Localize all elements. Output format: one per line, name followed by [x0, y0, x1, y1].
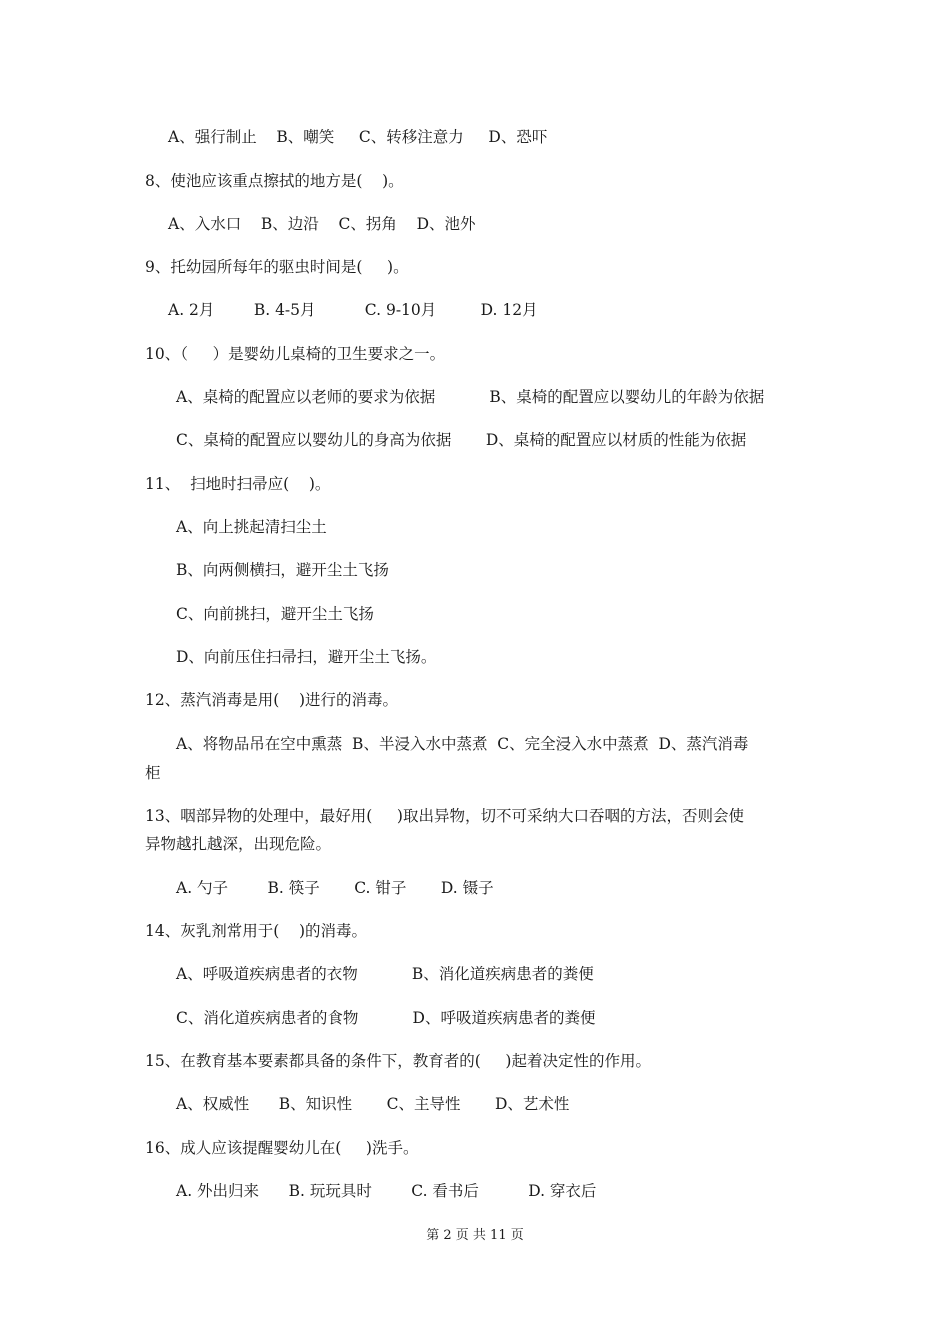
q10-options-ab: A、桌椅的配置应以老师的要求为依据 B、桌椅的配置应以婴幼儿的年龄为依据 — [176, 388, 765, 406]
q13-options: A. 勺子 B. 筷子 C. 钳子 D. 镊子 — [176, 879, 494, 897]
q14-question: 14、灰乳剂常用于( )的消毒。 — [145, 922, 368, 940]
q13-question-cont: 异物越扎越深，出现危险。 — [145, 835, 332, 853]
q15-options: A、权威性 B、知识性 C、主导性 D、艺术性 — [176, 1095, 570, 1113]
q16-question: 16、成人应该提醒婴幼儿在( )洗手。 — [145, 1139, 419, 1157]
q11-option-c: C、向前挑扫，避开尘土飞扬 — [176, 605, 374, 623]
q13-question: 13、咽部异物的处理中，最好用( )取出异物，切不可采纳大口吞咽的方法，否则会使 — [145, 807, 744, 825]
q8-options: A、入水口 B、边沿 C、拐角 D、池外 — [168, 215, 476, 233]
q9-question: 9、托幼园所每年的驱虫时间是( )。 — [145, 258, 409, 276]
page-footer: 第 2 页 共 11 页 — [426, 1228, 524, 1243]
q10-question: 10、（ ）是婴幼儿桌椅的卫生要求之一。 — [145, 345, 446, 363]
q15-question: 15、在教育基本要素都具备的条件下，教育者的( )起着决定性的作用。 — [145, 1052, 651, 1070]
q14-options-ab: A、呼吸道疾病患者的衣物 B、消化道疾病患者的粪便 — [176, 965, 594, 983]
q11-option-a: A、向上挑起清扫尘土 — [176, 518, 327, 536]
q10-options-cd: C、桌椅的配置应以婴幼儿的身高为依据 D、桌椅的配置应以材质的性能为依据 — [176, 431, 747, 449]
q14-options-cd: C、消化道疾病患者的食物 D、呼吸道疾病患者的粪便 — [176, 1009, 596, 1027]
q7-options: A、强行制止 B、嘲笑 C、转移注意力 D、恐吓 — [168, 128, 548, 146]
q12-options-cont: 柜 — [145, 764, 161, 782]
q8-question: 8、使池应该重点擦拭的地方是( )。 — [145, 172, 404, 190]
q11-option-d: D、向前压住扫帚扫，避开尘土飞扬。 — [176, 648, 437, 666]
q11-question: 11、 扫地时扫帚应( )。 — [145, 475, 331, 493]
q12-options: A、将物品吊在空中熏蒸 B、半浸入水中蒸煮 C、完全浸入水中蒸煮 D、蒸汽消毒 — [176, 735, 749, 753]
q9-options: A. 2月 B. 4-5月 C. 9-10月 D. 12月 — [168, 301, 538, 319]
q12-question: 12、蒸汽消毒是用( )进行的消毒。 — [145, 691, 399, 709]
q16-options: A. 外出归来 B. 玩玩具时 C. 看书后 D. 穿衣后 — [176, 1182, 597, 1200]
q11-option-b: B、向两侧横扫，避开尘土飞扬 — [176, 561, 389, 579]
